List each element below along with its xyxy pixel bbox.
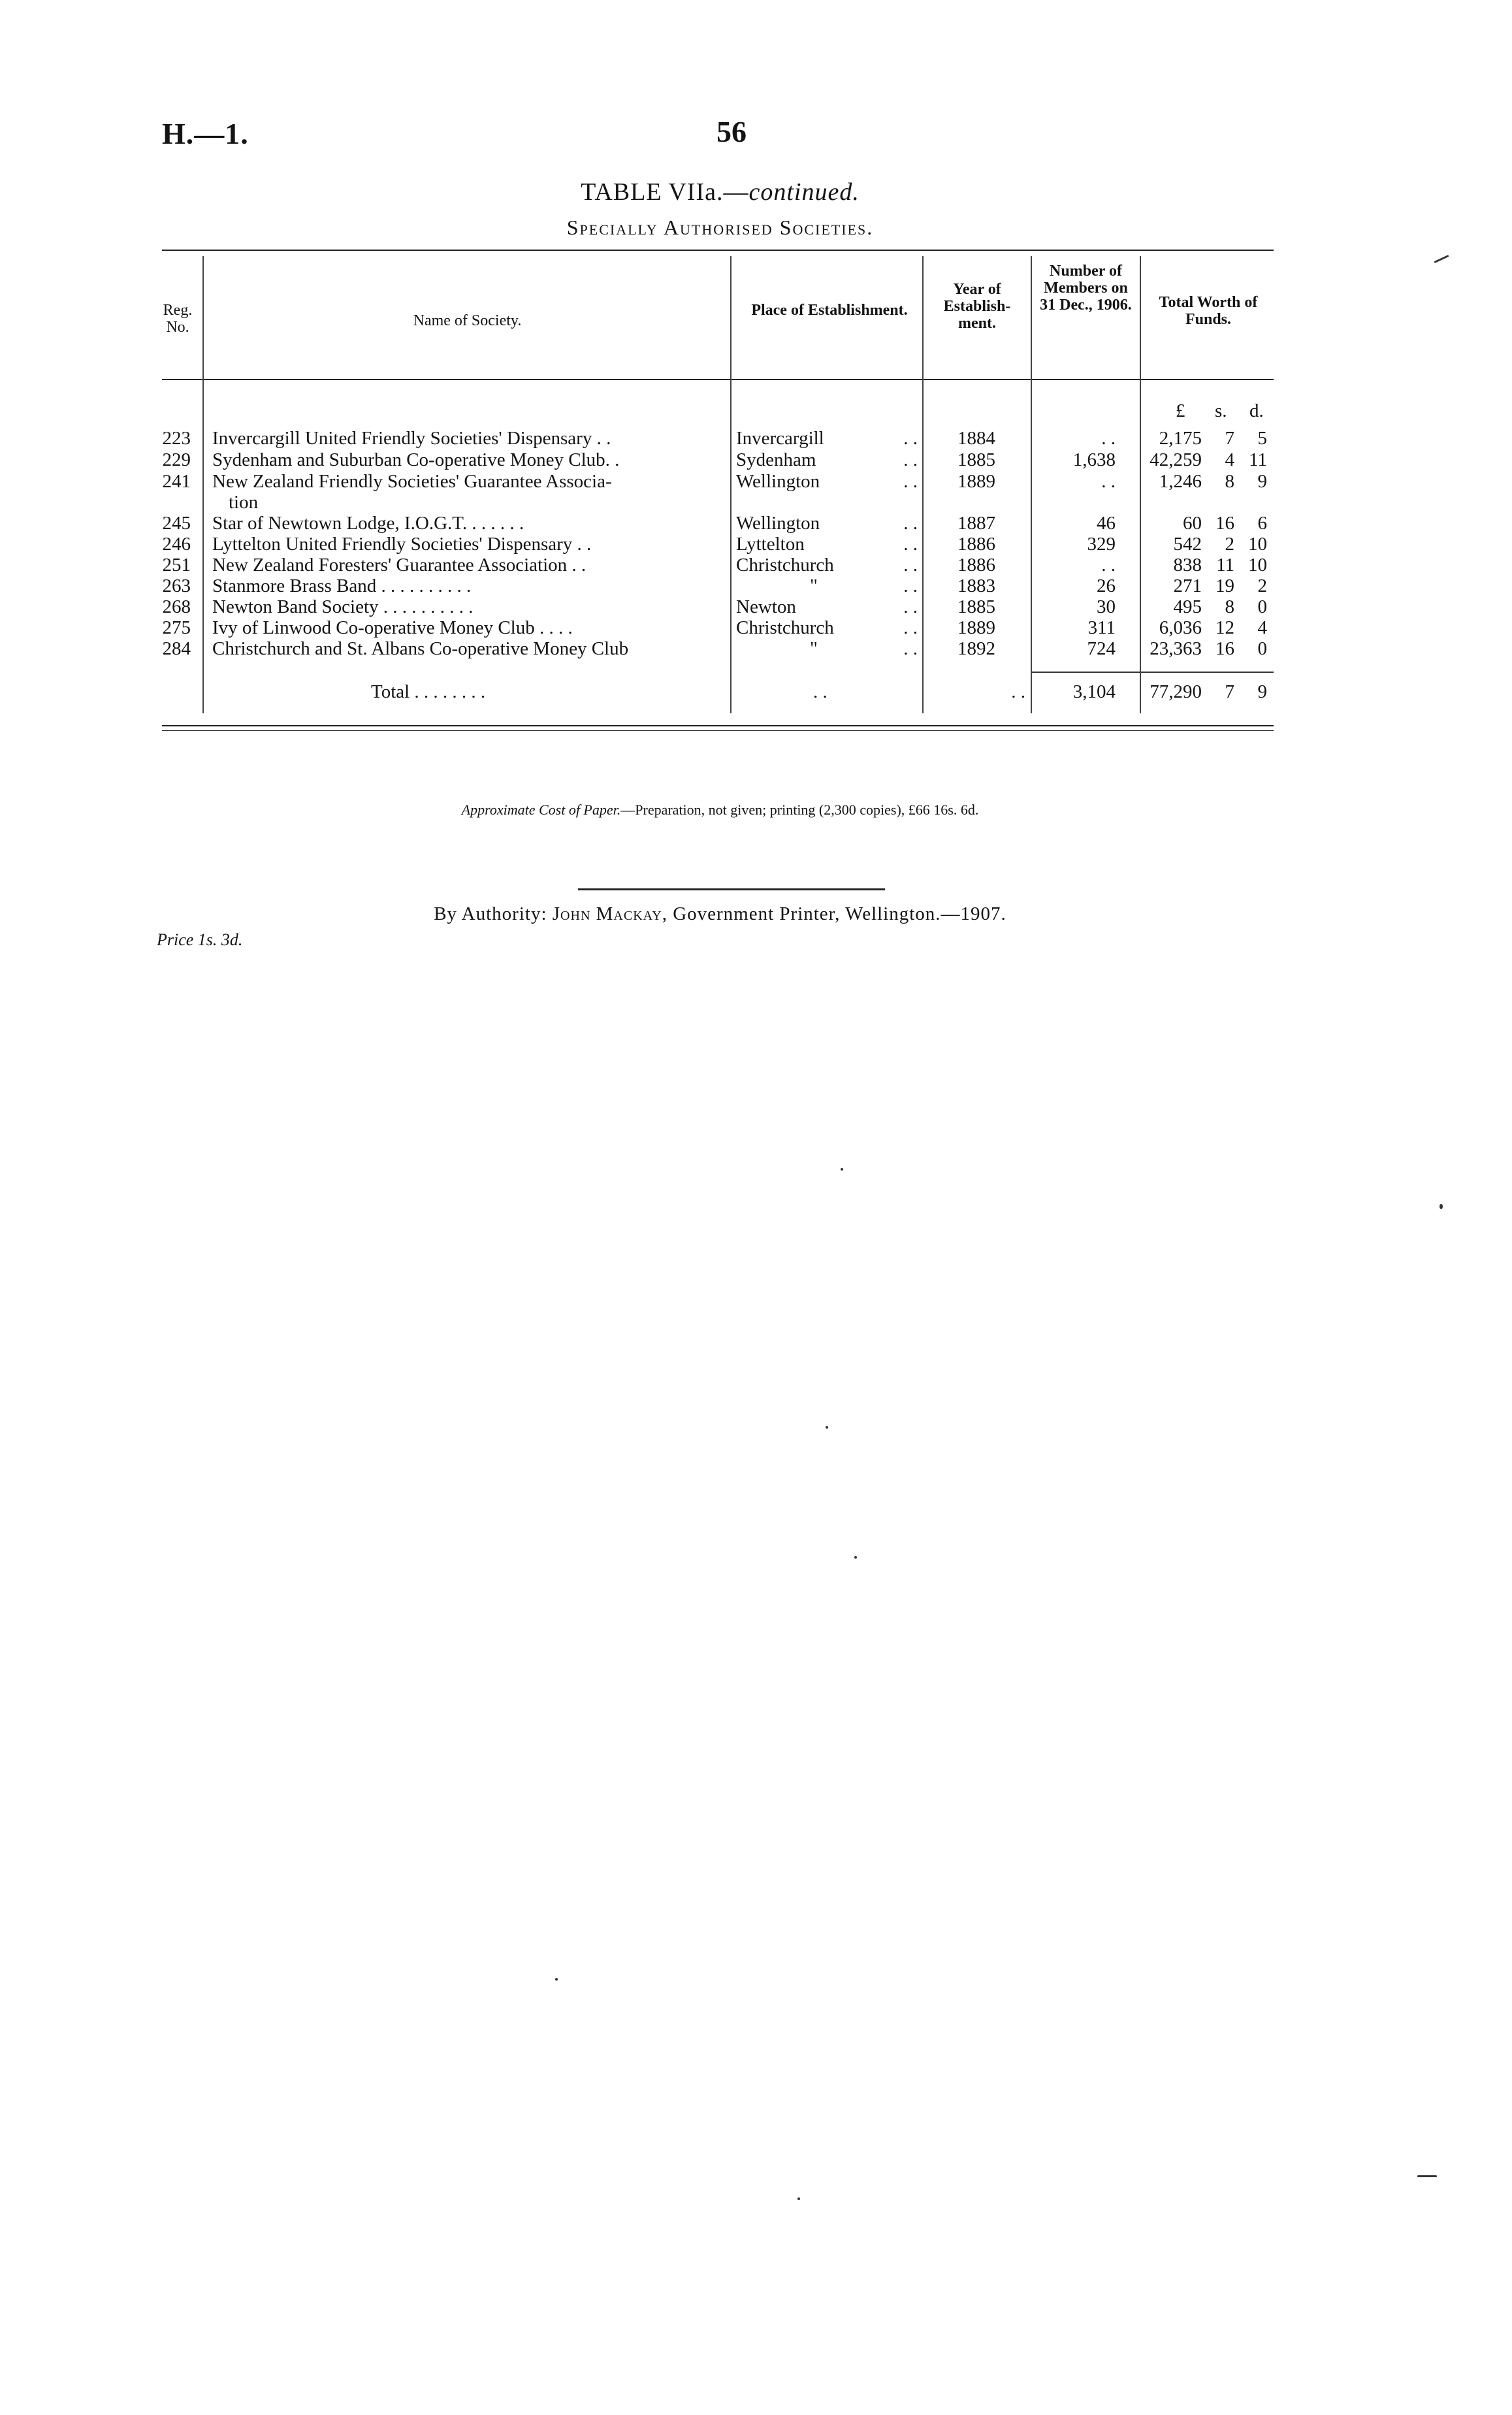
cell-place-dots: . . xyxy=(903,617,918,638)
cell-shillings: 12 xyxy=(1215,617,1234,638)
cell-name: tion xyxy=(229,492,259,513)
cell-reg: 245 xyxy=(162,513,191,534)
imprint-printer: John Mackay xyxy=(552,903,662,924)
table-row xyxy=(0,554,1512,576)
cost-footnote xyxy=(0,802,1440,819)
table-row xyxy=(0,596,1512,618)
cell-place-dots: . . xyxy=(903,638,918,659)
cell-pounds: 495 xyxy=(1173,596,1202,617)
cell-place-dots: . . xyxy=(903,575,918,596)
cell-name: New Zealand Friendly Societies' Guarantee Associa- xyxy=(212,471,612,492)
scan-speck xyxy=(854,1556,857,1559)
cell-place-ditto: " xyxy=(810,575,818,596)
cell-members: 46 xyxy=(1097,513,1116,534)
cell-name: Lyttelton United Friendly Societies' Dispensary . . xyxy=(212,534,592,555)
cell-name: Star of Newtown Lodge, I.O.G.T. . . . . . . xyxy=(212,513,524,534)
imprint xyxy=(0,903,1440,925)
header-funds: Total Worth of Funds. xyxy=(1159,294,1258,328)
table-row-continuation xyxy=(0,491,1512,513)
cell-shillings: 4 xyxy=(1225,449,1234,470)
cell-place-dots: . . xyxy=(903,555,918,575)
scan-speck xyxy=(797,2197,800,2200)
cell-pence: 4 xyxy=(1257,617,1267,638)
cell-pounds: 2,175 xyxy=(1159,428,1202,449)
cell-place: Wellington xyxy=(736,471,820,492)
cell-pence: 0 xyxy=(1257,596,1267,617)
header-reg-no: Reg. No. xyxy=(163,302,193,336)
cell-reg: 241 xyxy=(162,471,191,492)
cell-year: 1885 xyxy=(957,596,995,617)
scan-speck xyxy=(1440,1204,1443,1209)
cell-pence: 10 xyxy=(1248,534,1267,555)
header-bottom-rule xyxy=(162,379,1274,380)
header-year: Year of Establish- ment. xyxy=(943,281,1011,332)
cell-pounds: 542 xyxy=(1173,534,1202,555)
unit-pence: d. xyxy=(1249,400,1264,421)
cell-shillings: 16 xyxy=(1215,638,1234,659)
cell-reg: 251 xyxy=(162,555,191,575)
cell-pounds: 838 xyxy=(1173,555,1202,575)
cell-reg: 268 xyxy=(162,596,191,617)
cell-place-dots: . . xyxy=(903,534,918,555)
cell-year: 1886 xyxy=(957,555,995,575)
header-members: Number of Members on 31 Dec., 1906. xyxy=(1040,263,1132,314)
cell-reg: 246 xyxy=(162,534,191,555)
cell-place: Newton xyxy=(736,596,796,617)
cell-pence: 10 xyxy=(1248,555,1267,575)
unit-pounds: £ xyxy=(1176,400,1185,421)
cell-place: Invercargill xyxy=(736,428,824,449)
table-row xyxy=(0,512,1512,534)
cell-name: New Zealand Foresters' Guarantee Association . . xyxy=(212,555,587,575)
scan-speck xyxy=(1417,2175,1437,2177)
scan-speck xyxy=(1434,255,1449,263)
table-subtitle: Specially Authorised Societies. xyxy=(566,216,874,239)
table-row xyxy=(0,617,1512,639)
table-row xyxy=(0,449,1512,471)
cell-name: Newton Band Society . . . . . . . . . . xyxy=(212,596,474,617)
total-members: 3,104 xyxy=(1072,681,1116,702)
total-top-rule xyxy=(1032,672,1274,673)
cost-label: Approximate Cost of Paper. xyxy=(461,802,621,818)
cell-members: 311 xyxy=(1087,617,1116,638)
cell-year: 1889 xyxy=(957,617,995,638)
cell-name: Stanmore Brass Band . . . . . . . . . . xyxy=(212,575,472,596)
cell-shillings: 2 xyxy=(1225,534,1234,555)
unit-shillings: s. xyxy=(1215,400,1227,421)
total-pounds: 77,290 xyxy=(1150,681,1202,702)
cell-shillings: 11 xyxy=(1216,555,1234,575)
table-row xyxy=(0,470,1512,493)
total-label: Total . . . . . . . . xyxy=(371,681,486,702)
cell-shillings: 8 xyxy=(1225,471,1234,492)
cell-place-dots: . . xyxy=(903,513,918,534)
cell-pounds: 1,246 xyxy=(1159,471,1202,492)
cell-pounds: 23,363 xyxy=(1150,638,1202,659)
cell-pence: 11 xyxy=(1249,449,1267,470)
cell-pence: 6 xyxy=(1257,513,1267,534)
cell-pence: 2 xyxy=(1257,575,1267,596)
cell-shillings: 16 xyxy=(1215,513,1234,534)
total-place: . . xyxy=(813,681,828,702)
cell-name: Invercargill United Friendly Societies' Dispensary . . xyxy=(212,428,611,449)
imprint-rule xyxy=(578,888,885,890)
table-row xyxy=(0,533,1512,555)
scan-speck xyxy=(826,1426,828,1429)
table-bottom-rule xyxy=(162,725,1274,726)
cell-reg: 284 xyxy=(162,638,191,659)
cell-place: Wellington xyxy=(736,513,820,534)
table-title xyxy=(0,178,1440,206)
cell-members: 329 xyxy=(1087,534,1116,555)
cell-reg: 263 xyxy=(162,575,191,596)
table-title-main: TABLE VIIa.— xyxy=(581,178,749,206)
table-top-rule xyxy=(162,250,1274,251)
cell-members: 26 xyxy=(1097,575,1116,596)
cell-pence: 5 xyxy=(1257,428,1267,449)
cell-year: 1892 xyxy=(957,638,995,659)
cell-pence: 9 xyxy=(1257,471,1267,492)
cell-place: Christchurch xyxy=(736,555,834,575)
scan-speck xyxy=(555,1978,558,1981)
cell-year: 1886 xyxy=(957,534,995,555)
cell-reg: 223 xyxy=(162,428,191,449)
cost-text: —Preparation, not given; printing (2,300 copies), £66 16s. 6d. xyxy=(620,802,979,818)
total-year: . . xyxy=(1011,681,1025,702)
cell-members: 30 xyxy=(1097,596,1116,617)
total-pence: 9 xyxy=(1257,681,1267,702)
cell-place-dots: . . xyxy=(903,596,918,617)
cell-members: 724 xyxy=(1087,638,1116,659)
cell-name: Ivy of Linwood Co-operative Money Club . . . . xyxy=(212,617,573,638)
cell-place: Sydenham xyxy=(736,449,816,470)
cell-members: 1,638 xyxy=(1072,449,1116,470)
cell-members: . . xyxy=(1101,555,1116,575)
total-row xyxy=(0,681,1512,703)
cell-reg: 229 xyxy=(162,449,191,470)
cell-name: Christchurch and St. Albans Co-operative Money Club xyxy=(212,638,629,659)
total-shillings: 7 xyxy=(1225,681,1234,702)
cell-place: Christchurch xyxy=(736,617,834,638)
cell-members: . . xyxy=(1101,471,1116,492)
page-id: H.—1. xyxy=(162,117,249,150)
page-number: 56 xyxy=(716,115,747,148)
cell-shillings: 19 xyxy=(1215,575,1234,596)
table-row xyxy=(0,575,1512,597)
scan-speck xyxy=(841,1168,843,1171)
cell-shillings: 7 xyxy=(1225,428,1234,449)
header-name: Name of Society. xyxy=(413,312,522,329)
cell-place: Lyttelton xyxy=(736,534,805,555)
cell-pounds: 271 xyxy=(1173,575,1202,596)
cell-shillings: 8 xyxy=(1225,596,1234,617)
cell-place-ditto: " xyxy=(810,638,818,659)
cell-name: Sydenham and Suburban Co-operative Money Club. . xyxy=(212,449,620,470)
table-bottom-rule-2 xyxy=(162,730,1274,731)
table-title-continued: continued. xyxy=(748,178,860,206)
cell-members: . . xyxy=(1101,428,1116,449)
price: Price 1s. 3d. xyxy=(157,930,243,949)
imprint-prefix: By Authority: xyxy=(434,903,553,924)
cell-pence: 0 xyxy=(1257,638,1267,659)
cell-place-dots: . . xyxy=(903,471,918,492)
cell-place-dots: . . xyxy=(903,449,918,470)
table-row xyxy=(0,427,1512,449)
cell-year: 1885 xyxy=(957,449,995,470)
cell-pounds: 60 xyxy=(1183,513,1202,534)
cell-reg: 275 xyxy=(162,617,191,638)
header-place: Place of Establishment. xyxy=(751,302,908,319)
cell-place-dots: . . xyxy=(903,428,918,449)
table-row xyxy=(0,638,1512,660)
cell-year: 1887 xyxy=(957,513,995,534)
cell-pounds: 42,259 xyxy=(1150,449,1202,470)
cell-year: 1889 xyxy=(957,471,995,492)
cell-year: 1883 xyxy=(957,575,995,596)
cell-year: 1884 xyxy=(957,428,995,449)
cell-pounds: 6,036 xyxy=(1159,617,1202,638)
imprint-suffix: , Government Printer, Wellington.—1907. xyxy=(662,903,1006,924)
